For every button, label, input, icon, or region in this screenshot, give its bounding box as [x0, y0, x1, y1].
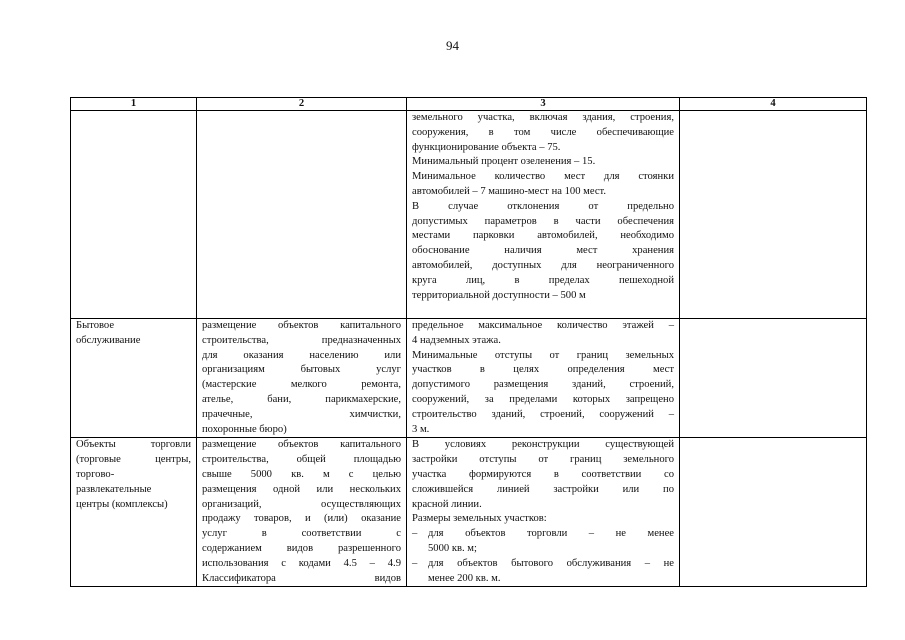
text-line: обоснование наличия мест хранения	[412, 245, 674, 257]
text-line: Объекты торговли	[76, 439, 191, 451]
text-line: Минимальный процент озеленения – 15.	[412, 156, 596, 168]
text-line: сооружений, за пределами которых запрещено	[412, 393, 674, 405]
text-line: территориальной доступности – 500 м	[412, 289, 586, 301]
text-line: сооружения, в том числе обеспечивающие	[412, 126, 674, 138]
cell-use-type	[71, 319, 197, 438]
cell-use-description	[197, 111, 407, 319]
text-line: допустимого размещения зданий, строений,	[412, 379, 674, 391]
dash-bullet: –	[412, 557, 418, 569]
text-line: для объектов торговли – не менее	[428, 528, 674, 540]
cell-use-description	[197, 438, 407, 587]
text-line: центры (комплексы)	[76, 498, 168, 510]
text-line: участков в целях определения мест	[412, 364, 674, 376]
cell-use-type	[71, 438, 197, 587]
text-line: допустимых параметров в части обеспечения	[412, 215, 674, 227]
column-header-1: 1	[71, 98, 197, 111]
table-header-row	[71, 98, 867, 111]
text-line: ателье, бани, парикмахерские,	[202, 393, 401, 405]
text-line: местами парковки автомобилей, необходимо	[412, 230, 674, 242]
text-line: строительства, предназначенных	[202, 334, 401, 346]
table-row	[71, 319, 867, 438]
text-line: застройки отступы от границ земельного	[412, 454, 674, 466]
text-line: автомобилей – 7 машино-мест на 100 мест.	[412, 185, 606, 197]
text-line: Минимальное количество мест для стоянки	[412, 171, 674, 183]
text-line: обслуживание	[76, 334, 141, 346]
table-row	[71, 111, 867, 319]
text-line: организациям бытовых услуг	[202, 364, 401, 376]
text-line: участка формируются в соответствии со	[412, 468, 674, 480]
text-line: прачечные, химчистки,	[202, 408, 401, 420]
text-line: красной линии.	[412, 498, 482, 510]
text-line: размещение объектов капитального	[202, 439, 401, 451]
text-line: (торговые центры,	[76, 454, 191, 466]
regulations-table	[70, 97, 867, 587]
text-line: организаций, осуществляющих	[202, 498, 401, 510]
text-line: Минимальные отступы от границ земельных	[412, 349, 674, 361]
cell-notes	[680, 111, 867, 319]
text-line: (мастерские мелкого ремонта,	[202, 379, 401, 391]
text-line: торгово-	[76, 468, 115, 480]
dash-bullet: –	[412, 528, 418, 540]
cell-parameters	[407, 438, 680, 587]
text-line: для объектов бытового обслуживания – не	[428, 557, 674, 569]
text-line: размещения одной или нескольких	[202, 483, 401, 495]
cell-use-type	[71, 111, 197, 319]
text-line: 5000 кв. м;	[428, 542, 477, 554]
text-line: Бытовое	[76, 320, 115, 331]
text-line: размещение объектов капитального	[202, 320, 401, 331]
text-line: услуг в соответствии с	[202, 528, 401, 540]
text-line: свыше 5000 кв. м с целью	[202, 468, 401, 480]
text-line: Размеры земельных участков:	[412, 513, 547, 525]
column-header-3: 3	[407, 98, 680, 111]
text-line: В случае отклонения от предельно	[412, 200, 674, 212]
text-line: земельного участка, включая здания, строения,	[412, 112, 674, 123]
cell-notes	[680, 438, 867, 587]
text-line: круга лиц, в пределах пешеходной	[412, 274, 674, 286]
text-line: строительства, общей площадью	[202, 454, 401, 466]
cell-parameters	[407, 111, 680, 319]
cell-parameters	[407, 319, 680, 438]
text-line: продажу товаров, и (или) оказание	[202, 513, 401, 525]
text-line: автомобилей, доступных для неограниченного	[412, 259, 674, 271]
cell-notes	[680, 319, 867, 438]
table-row	[71, 438, 867, 587]
text-line: В условиях реконструкции существующей	[412, 439, 674, 451]
text-line: предельное максимальное количество этажей –	[412, 320, 674, 331]
page-number: 94	[446, 38, 459, 53]
text-line: похоронные бюро)	[202, 423, 287, 435]
text-line: сложившейся линией застройки или по	[412, 483, 674, 495]
text-line: для оказания населению или	[202, 349, 401, 361]
cell-use-description	[197, 319, 407, 438]
text-line: функционирование объекта – 75.	[412, 141, 561, 153]
column-header-2: 2	[197, 98, 407, 111]
text-line: строительство зданий, строений, сооружений –	[412, 408, 674, 420]
text-line: использования с кодами 4.5 – 4.9	[202, 557, 401, 569]
list-item	[412, 557, 674, 587]
list-item	[412, 527, 674, 557]
text-line: Классификатора видов	[202, 572, 401, 584]
text-line: развлекательные	[76, 483, 152, 495]
text-line: 3 м.	[412, 423, 430, 435]
text-line: менее 200 кв. м.	[428, 572, 501, 584]
text-line: содержанием видов разрешенного	[202, 542, 401, 554]
text-line: 4 надземных этажа.	[412, 334, 501, 346]
column-header-4: 4	[680, 98, 867, 111]
